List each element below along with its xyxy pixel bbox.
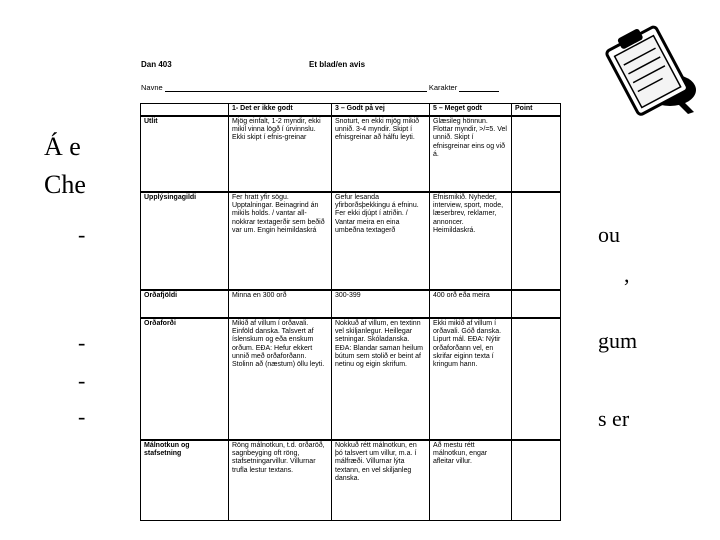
category-cell: Utlit	[141, 116, 229, 192]
text-fragment: ,	[624, 262, 630, 287]
rubric-table	[140, 103, 561, 521]
point-cell	[512, 192, 561, 290]
criteria-cell: Ekki mikið af villum í orðavali. Góð danska. Lipurt mál. EÐA: Nýtir orðaforðann vel, en skrifar eiginn texta í kringum hann.	[430, 318, 512, 440]
point-cell	[512, 440, 561, 520]
criteria-cell: 400 orð eða meira	[430, 290, 512, 318]
criteria-cell: Efnismikið. Nyheder, interview, sport, mode, læserbrev, reklamer, annoncer. Heimildaskrá.	[430, 192, 512, 290]
criteria-cell: Minna en 300 orð	[229, 290, 332, 318]
table-row	[141, 290, 561, 318]
criteria-cell: Röng málnotkun, t.d. orðaröð, sagnbeyging oft röng, stafsetningarvillur. Villurnar trufla lestur textans.	[229, 440, 332, 520]
bullet-dash: -	[78, 330, 86, 355]
criteria-cell: Nokkuð af villum, en textinn vel skiljanlegur. Heillegar setningar. Skóladanska. EÐA: Blandar saman heilum bútum sem stolið er beint af netinu og eigin skrifum.	[332, 318, 430, 440]
course-code: Dan 403	[141, 60, 172, 69]
grade-blank-line	[459, 83, 499, 92]
document-title: Et blad/en avis	[309, 60, 366, 69]
category-cell: Orðaforði	[141, 318, 229, 440]
text-fragment: s er	[598, 406, 630, 431]
point-cell	[512, 290, 561, 318]
table-row	[141, 318, 561, 440]
criteria-cell: Fer hratt yfir sögu. Upptalningar. Beinagrind án mikils holds. / vantar all-nokkrar textagerðir sem beðið var um. Engin heimildaskrá	[229, 192, 332, 290]
criteria-cell: Nokkuð rétt málnotkun, en þó talsvert um villur, m.a. í málfræði. Villurnar lýta textann, en vel skiljanleg danska.	[332, 440, 430, 520]
criteria-cell: Glæsileg hönnun. Flottar myndir, >/=5. Vel unnið. Skipt í efnisgreinar eins og við á.	[430, 116, 512, 192]
name-label: Navne	[141, 83, 163, 92]
category-cell: Upplýsingagildi	[141, 192, 229, 290]
column-header	[141, 104, 229, 117]
name-field	[141, 83, 499, 92]
bullet-dash: -	[78, 404, 86, 429]
category-cell: Orðafjöldi	[141, 290, 229, 318]
table-header-row	[141, 104, 561, 117]
grade-label: Karakter	[428, 83, 458, 92]
column-header: 5 – Meget godt	[430, 104, 512, 117]
criteria-cell: Gefur lesanda yfirborðsþekkingu á efninu. Fer ekki djúpt í atriðin. / Vantar meira en eina umbeðna textagerð	[332, 192, 430, 290]
criteria-cell: 300-399	[332, 290, 430, 318]
clipboard-icon	[598, 20, 710, 116]
column-header: Point	[512, 104, 561, 117]
criteria-cell: Mikið af villum í orðavali. Einföld danska. Talsvert af íslenskum og eða enskum orðum. EÐA: Hefur ekkert unnið með orðaforðann. Stolinn að (næstum) öllu leyti.	[229, 318, 332, 440]
heading-line-1: Á e	[44, 132, 81, 161]
bullet-dash: -	[78, 368, 86, 393]
name-blank-line	[165, 83, 427, 92]
criteria-cell: Snoturt, en ekki mjög mikið unnið. 3-4 myndir. Skipt í efnisgreinar að hálfu leyti.	[332, 116, 430, 192]
criteria-cell: Mjög einfalt, 1-2 myndir, ekki mikil vinna lögð í úrvinnslu. Ekki skipt í efnis-greinar	[229, 116, 332, 192]
column-header: 1- Det er ikke godt	[229, 104, 332, 117]
category-cell: Málnotkun og stafsetning	[141, 440, 229, 520]
text-fragment: gum	[598, 328, 638, 353]
table-row	[141, 116, 561, 192]
point-cell	[512, 116, 561, 192]
text-fragment: ou	[598, 222, 620, 247]
table-row	[141, 440, 561, 520]
heading-line-2: Che	[44, 170, 86, 199]
table-row	[141, 192, 561, 290]
point-cell	[512, 318, 561, 440]
column-header: 3 – Godt på vej	[332, 104, 430, 117]
rubric-document	[123, 50, 563, 528]
bullet-dash: -	[78, 222, 86, 247]
criteria-cell: Að mestu rétt málnotkun, engar afleitar villur.	[430, 440, 512, 520]
